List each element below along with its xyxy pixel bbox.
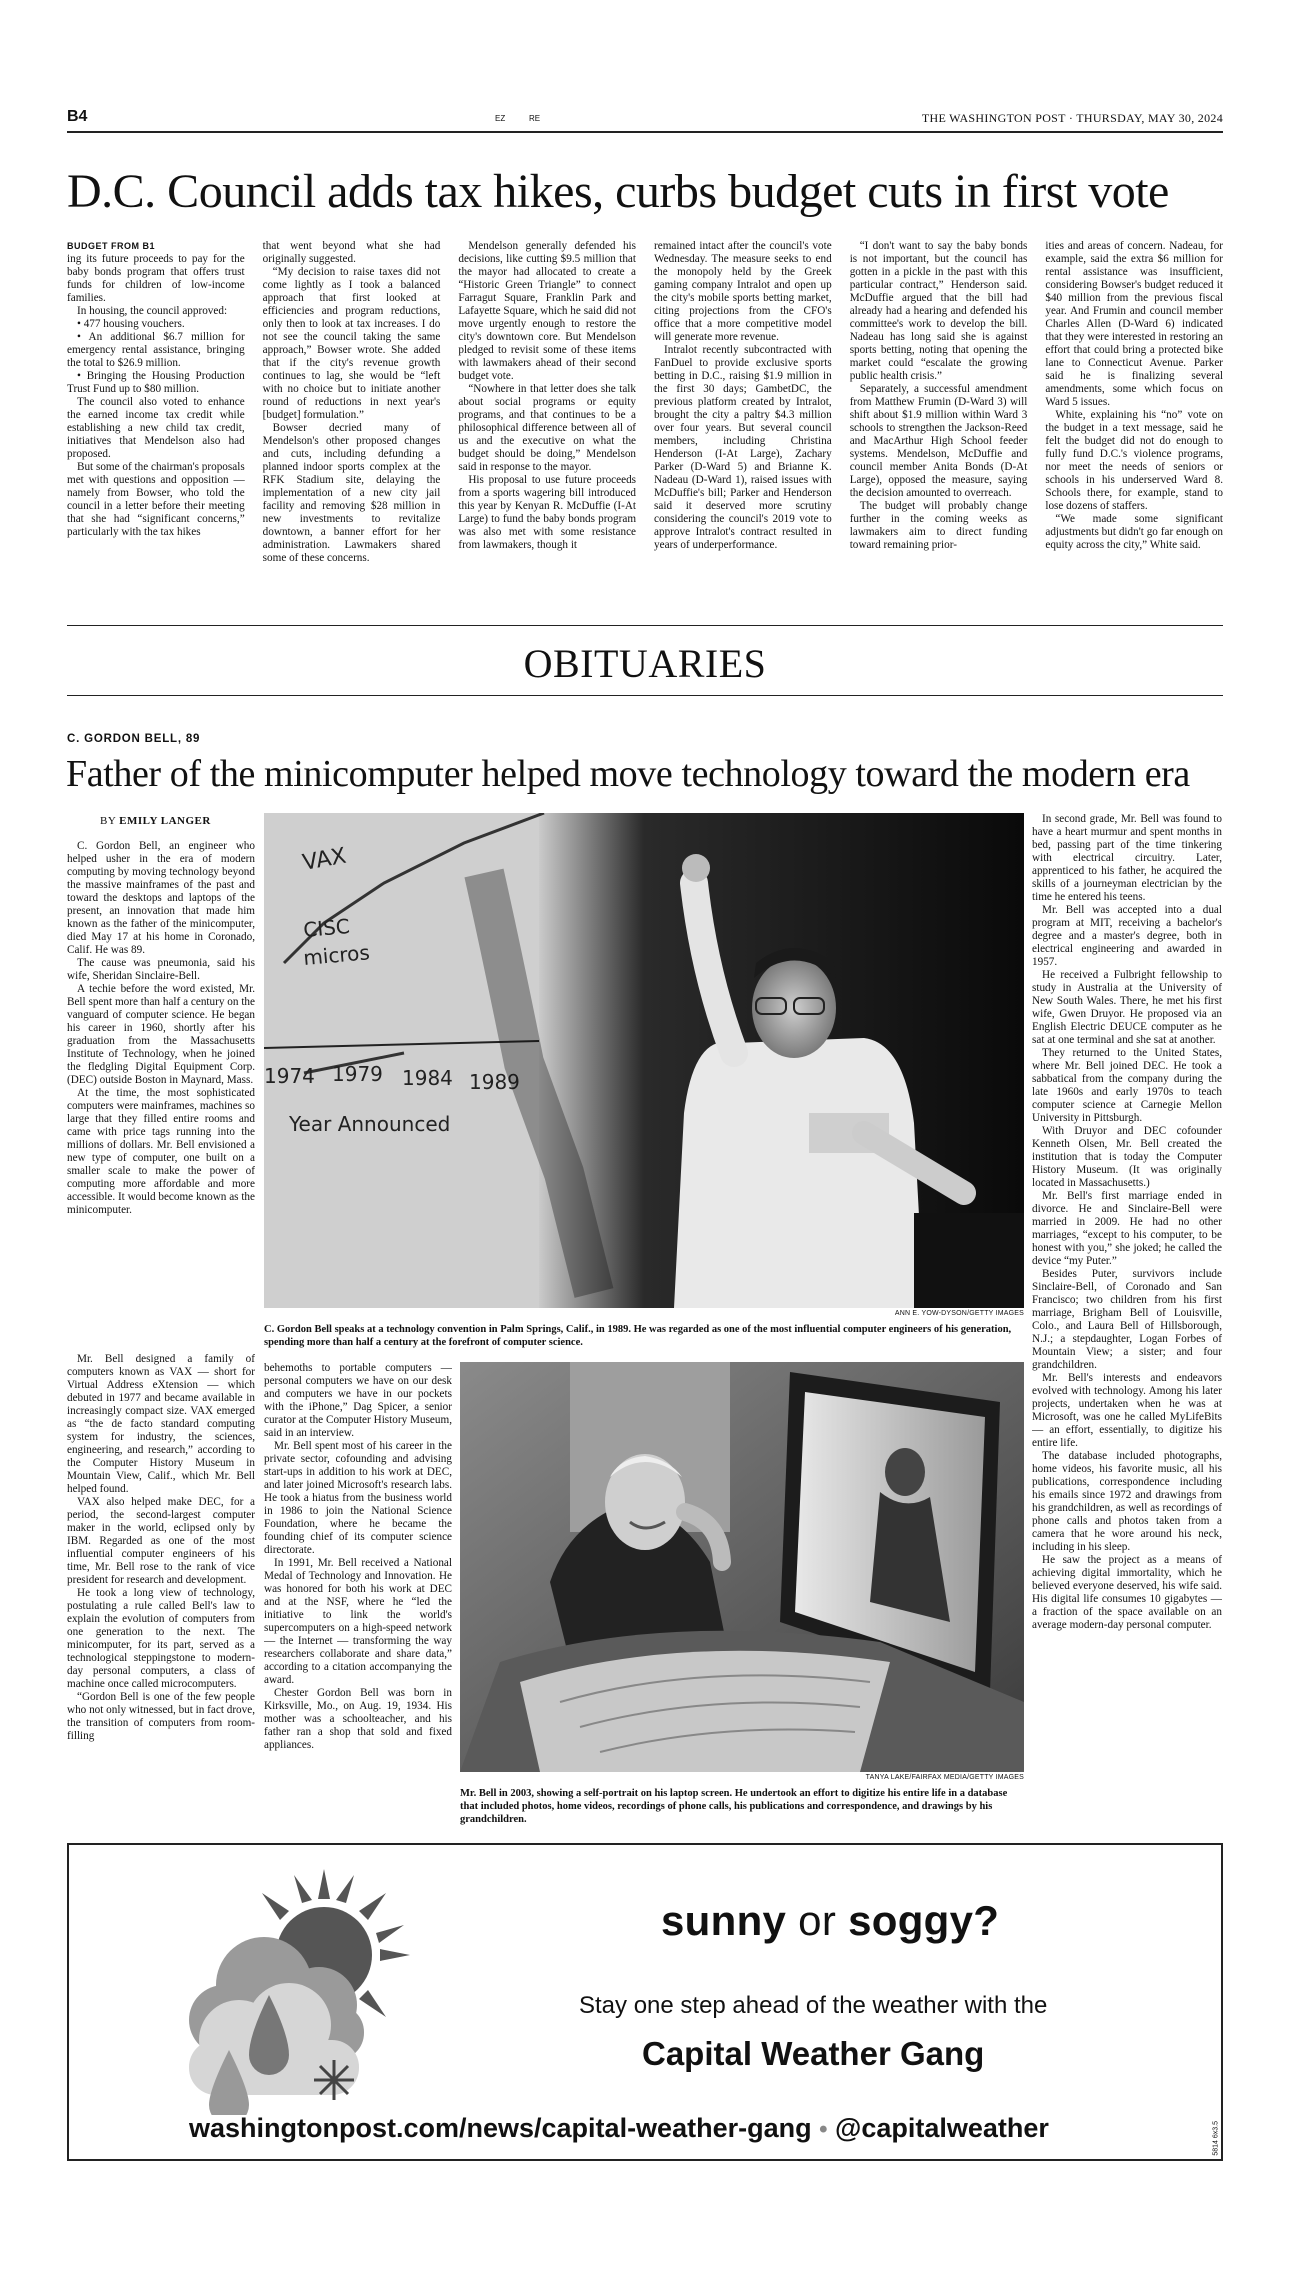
paragraph: ing its future proceeds to pay for the baby bonds program that offers trust funds for children of low-income families. (67, 253, 245, 304)
budget-col-6 (1045, 240, 1223, 565)
paragraph: behemoths to portable computers — personal computers we have on our desk and computers we have in our pockets with the iPhone,” Dag Spicer, a senior curator at the Computer History Museum, said in an interview. (264, 1362, 452, 1439)
paragraph: • 477 housing vouchers. (77, 318, 185, 330)
paragraph: Mr. Bell was accepted into a dual program at MIT, receiving a bachelor's degree and a master's degree, both in electrical engineering and awarded in 1957. (1032, 904, 1222, 968)
paragraph: ities and areas of concern. Nadeau, for example, said the extra $6 million for rental assistance was insufficient, considering Bowser's budget reduced it $40 million from the previous fiscal year. And Frumin and council member Charles Allen (D-Ward 6) indicated that they were interested in restoring an effort that could bring a protected bike lane to Connecticut Avenue. Parker said he is finalizing several amendments, some which focus on Ward 5 issues. (1045, 240, 1224, 408)
paragraph: Mendelson generally defended his decisions, like cutting $9.5 million that the mayor had allocated to create a “Historic Green Triangle” to connect Farragut Square, Franklin Park and Lafayette Square, which he said did not move urgently enough to restore the city's downtown core. But Mendelson pledged to revisit some of these items with lawmakers ahead of their second budget vote. (458, 240, 637, 382)
ad-url-link[interactable]: washingtonpost.com/news/capital-weather-gang (189, 2113, 812, 2143)
slide-axis-label: Year Announced (289, 1112, 451, 1136)
photo-bell-1989-image (264, 813, 1024, 1308)
paragraph: Mr. Bell spent most of his career in the private sector, cofounding and advising start-ups in addition to his work at DEC, and later joined Microsoft's research labs. He took a hiatus from the business world in 1986 to join the National Science Foundation, where he became the founding chief of its computer science directorate. (264, 1440, 452, 1556)
weather-cloud-sun-rain-icon (169, 1865, 469, 2115)
slide-year-1979: 1979 (332, 1062, 383, 1086)
slide-year-1989: 1989 (469, 1070, 520, 1094)
byline-name: EMILY LANGER (119, 815, 211, 827)
paragraph: But some of the chairman's proposals met with questions and opposition — namely from Bowser, who told the council in a letter before their meeting that she had “significant concerns,” particularly with the tax hikes (67, 461, 245, 538)
paragraph: White, explaining his “no” vote on the budget in a text message, said he felt the budget did not do enough to fully fund D.C.'s violence programs, nor meet the needs of seniors or schools in his underserved Ward 8. Schools there, for example, stand to lose dozens of staffers. (1045, 409, 1224, 512)
weather-ad[interactable] (67, 1843, 1223, 2161)
paragraph: “Gordon Bell is one of the few people who not only witnessed, but in fact drove, the transition of computers from room-filling (67, 1691, 255, 1742)
ad-links (189, 2113, 1049, 2144)
paragraph: • An additional $6.7 million for emergency rental assistance, bringing the total to $26.9 million. (67, 331, 245, 369)
ad-brand: Capital Weather Gang (642, 2035, 985, 2072)
paragraph: Chester Gordon Bell was born in Kirksville, Mo., on Aug. 19, 1934. His mother was a schoolteacher, and his father ran a shop that sold and fixed appliances. (264, 1687, 452, 1751)
paragraph: In 1991, Mr. Bell received a National Medal of Technology and Innovation. He was honored for both his work at DEC and at the NSF, where he “led the initiative to link the world's supercomputers on a high-speed network — the Internet — transforming the way researchers collaborate and share data,” according to a citation accompanying the award. (264, 1557, 452, 1686)
paragraph: The budget will probably change further in the coming weeks as lawmakers aim to direct funding toward remaining prior- (849, 500, 1028, 551)
obit-col-right (1032, 813, 1222, 1833)
page-number: B4 (67, 108, 88, 125)
obit-headline: Father of the minicomputer helped move technology toward the modern era (66, 753, 1190, 795)
section-title: OBITUARIES (523, 641, 767, 686)
byline (100, 815, 211, 827)
photo-credit-1: ANN E. YOW-DYSON/GETTY IMAGES (894, 1310, 1024, 1317)
ad-soggy: soggy? (848, 1897, 1000, 1944)
paper-dateline: THE WASHINGTON POST · THURSDAY, MAY 30, 2024 (921, 111, 1223, 125)
budget-col-1 (67, 240, 245, 565)
obit-col-left-a (67, 840, 255, 1350)
obit-col-left-b (67, 1353, 255, 1831)
photo-caption-1: C. Gordon Bell speaks at a technology convention in Palm Springs, Calif., in 1989. He was regarded as one of the most influential computer engineers of his generation, spending more than half a century at the forefront of computer science. (264, 1324, 1012, 1348)
budget-col-3 (458, 240, 636, 565)
budget-story-columns (67, 240, 1223, 565)
paragraph: With Druyor and DEC cofounder Kenneth Olsen, Mr. Bell created the institution that is today the Computer History Museum. (It was originally located in Massachusetts.) (1032, 1125, 1222, 1189)
paragraph: He took a long view of technology, postulating a rule called Bell's law to explain the evolution of computers from one generation to the next. The minicomputer, for its part, served as a technological steppingstone to modern-day personal computers, a class of machine once called microcomputers. (67, 1587, 255, 1690)
paragraph: that went beyond what she had originally suggested. (262, 240, 441, 265)
slide-label-micros: micros (302, 940, 371, 970)
paragraph: Bowser decried many of Mendelson's other proposed changes and cuts, including defunding a planned indoor sports complex at the RFK Stadium site, delaying the implementation of a new city jail facility and removing $28 million in new investments to revitalize downtown, a banner effort for her administration. Lawmakers shared some of these concerns. (262, 422, 441, 564)
obit-col-mid (264, 1362, 452, 1832)
paragraph: “We made some significant adjustments but didn't go far enough on equity across the city,” White said. (1045, 513, 1224, 551)
ad-separator: • (819, 2116, 828, 2143)
photo-credit-2: TANYA LAKE/FAIRFAX MEDIA/GETTY IMAGES (865, 1774, 1024, 1781)
budget-col-4 (654, 240, 832, 565)
paragraph: Mr. Bell designed a family of computers known as VAX — short for Virtual Address eXtension — which debuted in 1977 and became available in increasingly compact size. VAX emerged as “the de facto standard computing system for industry, the sciences, engineering, and research,” according to the Computer History Museum in Mountain View, Calif., which Mr. Bell helped found. (67, 1353, 255, 1495)
paragraph: His proposal to use future proceeds from a sports wagering bill introduced this year by Kenyan R. McDuffie (I-At Large) to fund the baby bonds program was also met with some resistance from lawmakers, though it (458, 474, 637, 551)
ad-code: 5814 6x3.5 (1213, 2121, 1220, 2156)
paragraph: Mr. Bell's first marriage ended in divorce. He and Sinclaire-Bell were married in 2009. He had no other marriages, “except to his computer, to be honest with you,” she joked; he called the device “my Puter.” (1032, 1190, 1222, 1267)
slide-label-vax: VAX (300, 843, 349, 876)
slide-year-1974: 1974 (264, 1064, 315, 1088)
paragraph: Separately, a successful amendment from Matthew Frumin (D-Ward 3) will shift about $1.9 million within Ward 3 schools to strengthen the Jackson-Reed and MacArthur High School feeder systems. Mendelson, McDuffie and council member Anita Bonds (D-At Large), opposed the measure, saying the decision amounted to overreach. (849, 383, 1028, 499)
folio-rule (67, 131, 1223, 133)
ad-sunny: sunny (661, 1897, 787, 1944)
paragraph: C. Gordon Bell, an engineer who helped usher in the era of modern computing by moving technology beyond the massive mainframes of the past and toward the desktops and laptops of the present, an innovation that made him known as the father of the minicomputer, died May 17 at his home in Coronado, Calif. He was 89. (67, 840, 255, 956)
budget-col-2 (263, 240, 441, 565)
photo-caption-2: Mr. Bell in 2003, showing a self-portrait on his laptop screen. He undertook an effort to digitize his entire life in a database that included photos, home videos, recordings of phone calls, his publications and correspondence, and drawings by his grandchildren. (460, 1788, 1008, 1825)
edition-re: RE (529, 114, 541, 123)
photo-bell-1989 (264, 813, 1024, 1308)
paragraph: Besides Puter, survivors include Sinclaire-Bell, of Coronado and San Francisco; two children from his first marriage, Brigham Bell of Louisville, Colo., and Laura Bell of Hillsborough, N.J.; a stepdaughter, Logan Forbes of Mountain View; a sister; and four grandchildren. (1032, 1268, 1222, 1371)
paragraph: He received a Fulbright fellowship to study in Australia at the University of New South Wales. There, he met his first wife, Gwen Druyor. He proposed via an English Electric DEUCE computer as he sat at one terminal and she sat at another. (1032, 969, 1222, 1046)
section-rule-bottom (67, 695, 1223, 696)
paragraph: The council also voted to enhance the earned income tax credit while establishing a new child tax credit, initiatives that Mendelson also had proposed. (67, 396, 245, 460)
section-rule-top (67, 625, 1223, 626)
obit-kicker: C. GORDON BELL, 89 (67, 733, 201, 745)
budget-headline: D.C. Council adds tax hikes, curbs budget cuts in first vote (67, 165, 1169, 218)
paragraph: “I don't want to say the baby bonds is not important, but the council has gotten in a pickle in the past with this particular contract,” Henderson said. McDuffie argued that the bill had already had a hearing and defended his committee's work to develop the bill. Nadeau has long said she is against sports betting, noting that opening the market could “escalate the growing public health crisis.” (849, 240, 1028, 382)
ad-headline (661, 1897, 999, 1945)
paragraph: A techie before the word existed, Mr. Bell spent more than half a century on the vanguard of computer science. He began his career in 1960, shortly after his graduation from the Massachusetts Institute of Technology, when he joined the fledgling Digital Equipment Corp. (DEC) outside Boston in Maynard, Mass. (67, 983, 255, 1086)
paragraph: “My decision to raise taxes did not come lightly as I took a balanced approach that first looked at efficiencies and program reductions, only then to look at tax increases. I do not see the council taking the same approach,” Bowser wrote. She added that if the city's revenue growth continues to lag, she would be “left with no choice but to initiate another round of reductions in next year's [budget] formulation.” (262, 266, 441, 421)
paragraph: Mr. Bell's interests and endeavors evolved with technology. Among his later projects, undertaken when he was at Microsoft, was one he called MyLifeBits — an effort, essentially, to digitize his entire life. (1032, 1372, 1222, 1449)
budget-col-5 (850, 240, 1028, 565)
paragraph: “Nowhere in that letter does she talk about social programs or equity programs, and that continues to be a philosophical difference between all of us and the executive on what the budget should be doing,” Mendelson said in response to the mayor. (458, 383, 637, 473)
photo-bell-2003 (460, 1362, 1024, 1772)
paragraph: Intralot recently subcontracted with FanDuel to provide exclusive sports betting in D.C., raising $1.9 million in the first 30 days; GambetDC, the previous platform created by Intralot, brought the city a paltry $4.3 million over four years. But several council members, including Christina Henderson (I-At Large), Zachary Parker (D-Ward 5) and Brianne K. Nadeau (D-Ward 1), raised issues with McDuffie's bill; Parker and Henderson said it deserved more scrutiny considering the council's 2019 vote to approve Intralot's contract resulted in years of underperformance. (654, 344, 832, 551)
edition-ez: EZ (495, 114, 506, 123)
paragraph: In second grade, Mr. Bell was found to have a heart murmur and spent months in bed, passing part of the time tinkering with electrical circuitry. Later, apprenticed to his father, he acquired the skills of a journeyman electrician by the time he entered his teens. (1032, 813, 1222, 903)
photo-bell-2003-image (460, 1362, 1024, 1772)
paragraph: The database included photographs, home videos, his favorite music, all his publications, correspondence including his emails since 1972 and drawings from his grandchildren, as well as recordings of phone calls and photos taken from a camera that he wore around his neck, including in his sleep. (1032, 1450, 1222, 1553)
folio (67, 108, 1223, 130)
jump-line: BUDGET FROM B1 (67, 241, 155, 251)
paragraph: In housing, the council approved: (77, 305, 228, 317)
slide-label-cisc: CISC (302, 914, 351, 942)
ad-handle-link[interactable]: @capitalweather (835, 2113, 1049, 2143)
paragraph: • Bringing the Housing Production Trust Fund up to $80 million. (67, 370, 245, 395)
byline-by: BY (100, 815, 116, 827)
paragraph: VAX also helped make DEC, for a period, the second-largest computer maker in the world, eclipsed only by IBM. Regarded as one of the most influential computer engineers of his time, Mr. Bell rose to the rank of vice president for research and development. (67, 1496, 255, 1586)
slide-year-1984: 1984 (402, 1066, 453, 1090)
ad-tagline: Stay one step ahead of the weather with the (579, 1992, 1048, 2019)
paragraph: They returned to the United States, where Mr. Bell joined DEC. He took a sabbatical from the company during the late 1960s and early 1970s to teach computer science at Carnegie Mellon University in Pittsburgh. (1032, 1047, 1222, 1124)
paragraph: He saw the project as a means of achieving digital immortality, which he believed everyone deserved, his wife said. His digital life consumes 10 gigabytes — a fraction of the space available on an average modern-day personal computer. (1032, 1554, 1222, 1631)
paragraph: The cause was pneumonia, said his wife, Sheridan Sinclaire-Bell. (67, 957, 255, 982)
paragraph: At the time, the most sophisticated computers were mainframes, machines so large that they filled entire rooms and came with price tags running into the millions of dollars. Mr. Bell envisioned a new type of computer, one built on a smaller scale to make the power of computing more affordable and more accessible. It would become known as the minicomputer. (67, 1087, 255, 1216)
paragraph: remained intact after the council's vote Wednesday. The measure seeks to end the monopoly held by the Greek gaming company Intralot and open up the city's mobile sports betting market, citing projections from the CFO's office that a more competitive model will generate more revenue. (654, 240, 832, 343)
ad-or: or (798, 1897, 837, 1944)
